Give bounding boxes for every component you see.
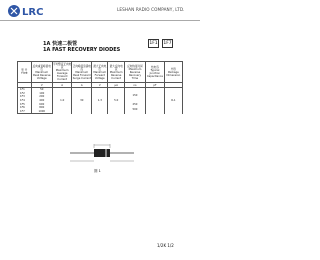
figure-caption: 图 1 [94, 169, 101, 173]
col-vf: 最大正向电压 Maximum Forward Voltage [92, 62, 108, 83]
vrrm-cell: 200 [31, 95, 52, 99]
col-if: 平均整流正向电流 Maximum Average Forward Current [53, 63, 72, 81]
col-ir: 最大反向电流 Maximum Reverse Current [108, 62, 124, 83]
col-trr: 反向恢复时间 Maximum Reverse Recovery Time [124, 62, 145, 83]
vrrm-cell: 1000 [31, 110, 52, 114]
logo-text: LRC [22, 7, 44, 18]
cj-cell [146, 88, 165, 114]
type-cell: 1F1 [18, 88, 32, 92]
type-cell: 1F2 [18, 92, 32, 96]
vrrm-cell: 50 [31, 88, 52, 92]
vrrm-cell: 100 [31, 92, 52, 96]
part-range-start: 1F1 [149, 41, 158, 46]
title-chinese: 1A 快速二极管 [43, 41, 78, 47]
vf-cell: 1.3 [92, 88, 108, 114]
unit-cell: ns [124, 83, 145, 88]
vrrm-cell: 400 [31, 99, 52, 103]
header-divider [0, 20, 200, 21]
unit-cell: A [52, 83, 72, 88]
ifsm-cell: 30 [72, 88, 92, 114]
type-cell: 1F6 [18, 106, 32, 110]
type-cell: 1F3 [18, 95, 32, 99]
vrrm-cell: 600 [31, 102, 52, 106]
type-cell: 1F7 [18, 110, 32, 114]
trr-cell: 150 [124, 88, 145, 103]
company-name: LESHAN RADIO COMPANY, LTD. [117, 7, 185, 12]
type-cell: 1F4 [18, 99, 32, 103]
specs-table [17, 61, 183, 114]
trr-cell: 500 [124, 106, 145, 114]
col-package: 外形 Package Dimension [164, 62, 182, 83]
package-outline-drawing [70, 142, 134, 164]
part-range-end: 1F7 [163, 41, 172, 46]
ir-cell: 5.0 [108, 88, 124, 114]
if-cell: 1.0 [52, 88, 72, 114]
unit-cell: μA [108, 83, 124, 88]
col-cj: 结电容 Typical Junction Capacitance [146, 62, 165, 83]
unit-cell: A [72, 83, 92, 88]
vrrm-cell: 800 [31, 106, 52, 110]
table-header-row [18, 62, 183, 83]
title-english: 1A FAST RECOVERY DIODES [43, 47, 121, 53]
unit-cell: V [31, 83, 52, 88]
type-cell: 1F5 [18, 102, 32, 106]
col-vrrm: 反向重复峰值电压 Maximum Peak Reverse Voltage [31, 62, 52, 83]
col-type: 型 号 TYPE [18, 62, 32, 83]
table-row [18, 88, 183, 92]
unit-cell: V [92, 83, 108, 88]
company-logo [7, 4, 53, 18]
col-ifsm: 正向峰值浪涌电流 Maximum Peak Forward Surge Current [72, 62, 92, 83]
package-cell: R-1 [164, 88, 182, 114]
unit-cell: pF [146, 83, 165, 88]
page-number: 1/2K 1/2 [157, 243, 174, 248]
trr-cell: 250 [124, 102, 145, 106]
